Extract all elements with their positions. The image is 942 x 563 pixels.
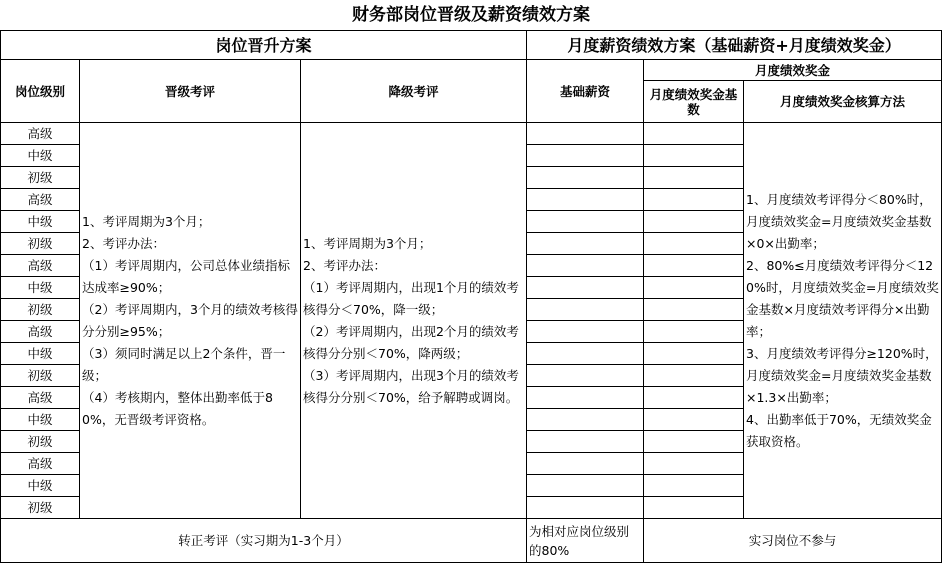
promotion-criteria: 1、考评周期为3个月； 2、考评办法： （1）考评周期内，公司总体业绩指标达成率≥90%； （2）考评周期内，3个月的绩效考核得分分别≥95%； （3）须同时满足以上2个条件，晋一级； （4）考核期内，整体出勤率低于80%，无晋级考评资格。 [80,123,301,519]
base-salary-cell[interactable] [527,277,644,299]
base-salary-cell[interactable] [527,299,644,321]
base-salary-cell[interactable] [527,387,644,409]
base-salary-cell[interactable] [527,145,644,167]
bonus-base-cell[interactable] [644,365,744,387]
grade-cell: 高级 [1,123,80,145]
grade-cell: 高级 [1,255,80,277]
base-salary-cell[interactable] [527,211,644,233]
header-bonus-method: 月度绩效奖金核算方法 [744,81,942,123]
grade-cell: 中级 [1,343,80,365]
bonus-base-cell[interactable] [644,277,744,299]
bonus-base-cell[interactable] [644,233,744,255]
header-bonus-base: 月度绩效奖金基数 [644,81,744,123]
bonus-base-cell[interactable] [644,321,744,343]
grade-cell: 高级 [1,453,80,475]
bonus-base-cell[interactable] [644,453,744,475]
bonus-base-cell[interactable] [644,255,744,277]
bonus-base-cell[interactable] [644,343,744,365]
base-salary-cell[interactable] [527,343,644,365]
section-salary: 月度薪资绩效方案（基础薪资+月度绩效奖金） [527,31,942,60]
grade-cell: 初级 [1,497,80,519]
base-salary-cell[interactable] [527,453,644,475]
grade-cell: 高级 [1,321,80,343]
base-salary-cell[interactable] [527,475,644,497]
grade-cell: 中级 [1,475,80,497]
bonus-base-cell[interactable] [644,299,744,321]
grade-cell: 高级 [1,189,80,211]
bonus-base-cell[interactable] [644,387,744,409]
bonus-base-cell[interactable] [644,123,744,145]
header-level: 岗位级别 [1,60,80,123]
footer-intern-bonus: 实习岗位不参与 [644,519,942,563]
grade-cell: 中级 [1,211,80,233]
grade-cell: 初级 [1,299,80,321]
demotion-criteria: 1、考评周期为3个月； 2、考评办法： （1）考评周期内，出现1个月的绩效考核得分＜70%，降一级； （2）考评周期内，出现2个月的绩效考核得分分别＜70%，降两级； （3）考评周期内，出现3个月的绩效考核得分分别＜70%，给予解聘或调岗。 [301,123,527,519]
base-salary-cell[interactable] [527,255,644,277]
grade-cell: 高级 [1,387,80,409]
base-salary-cell[interactable] [527,123,644,145]
base-salary-cell[interactable] [527,321,644,343]
footer-intern-salary: 为相对应岗位级别的80% [527,519,644,563]
bonus-base-cell[interactable] [644,497,744,519]
bonus-base-cell[interactable] [644,145,744,167]
base-salary-cell[interactable] [527,365,644,387]
bonus-base-cell[interactable] [644,167,744,189]
base-salary-cell[interactable] [527,167,644,189]
grade-cell: 初级 [1,233,80,255]
header-base-salary: 基础薪资 [527,60,644,123]
base-salary-cell[interactable] [527,409,644,431]
bonus-base-cell[interactable] [644,211,744,233]
bonus-base-cell[interactable] [644,475,744,497]
header-promotion-review: 晋级考评 [80,60,301,123]
grade-cell: 初级 [1,431,80,453]
grade-cell: 初级 [1,167,80,189]
grade-cell: 中级 [1,145,80,167]
footer-regular-review: 转正考评（实习期为1-3个月） [1,519,527,563]
bonus-method-text: 1、月度绩效考评得分＜80%时，月度绩效奖金=月度绩效奖金基数×0×出勤率； 2、80%≤月度绩效考评得分＜120%时，月度绩效奖金=月度绩效奖金基数×月度绩效考评得分×出勤率； 3、月度绩效考评得分≥120%时，月度绩效奖金=月度绩效奖金基数×1.3×出勤率； 4、出勤率低于70%，无绩效奖金获取资格。 [744,123,942,519]
base-salary-cell[interactable] [527,497,644,519]
bonus-base-cell[interactable] [644,431,744,453]
header-demotion-review: 降级考评 [301,60,527,123]
base-salary-cell[interactable] [527,431,644,453]
base-salary-cell[interactable] [527,233,644,255]
base-salary-cell[interactable] [527,189,644,211]
bonus-base-cell[interactable] [644,409,744,431]
section-promotion: 岗位晋升方案 [1,31,527,60]
header-bonus-group: 月度绩效奖金 [644,60,942,81]
grade-cell: 初级 [1,365,80,387]
grade-cell: 中级 [1,277,80,299]
bonus-base-cell[interactable] [644,189,744,211]
grade-cell: 中级 [1,409,80,431]
page-title: 财务部岗位晋级及薪资绩效方案 [1,0,942,31]
